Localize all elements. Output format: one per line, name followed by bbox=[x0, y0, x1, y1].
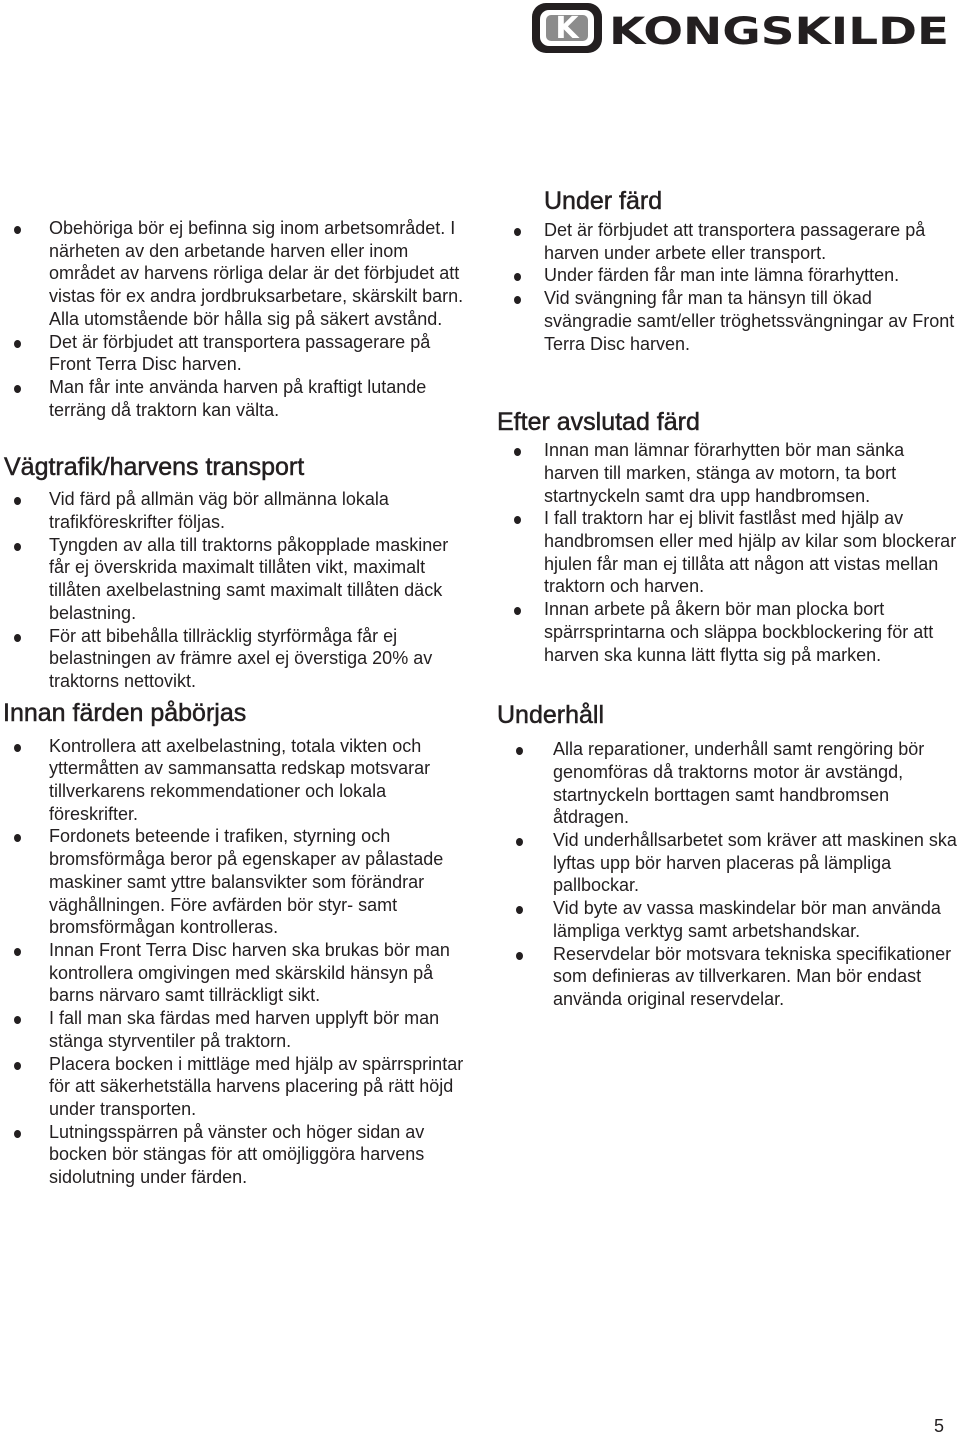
list-item-text: Lutningsspärren på vänster och höger sidan av bocken bör stängas för att omöjliggöra harvens sidolutning under färden. bbox=[49, 1121, 425, 1188]
list-item-text: Vid svängning får man ta hänsyn till ökad svängradie samt/eller tröghetssvängningar av Front Terra Disc harven. bbox=[544, 288, 955, 354]
bullet-icon bbox=[514, 296, 521, 304]
right-column bbox=[497, 186, 957, 1011]
bullet-icon bbox=[14, 226, 21, 234]
list-item-text: Innan man lämnar förarhytten bör man sänka harven till marken, stänga av motorn, ta bort startnyckeln samt dra upp handbromsen. bbox=[544, 440, 905, 506]
during-list bbox=[497, 219, 957, 355]
transport-list bbox=[0, 488, 470, 692]
list-item bbox=[497, 264, 957, 287]
list-item bbox=[0, 1053, 470, 1121]
bullet-icon bbox=[14, 1016, 21, 1024]
list-item-text: Man får inte använda harven på kraftigt lutande terräng då traktorn kan välta. bbox=[49, 376, 427, 420]
before-list bbox=[0, 735, 470, 1189]
maintenance-list bbox=[497, 738, 957, 1010]
list-item bbox=[497, 897, 957, 942]
list-item-text: Innan Front Terra Disc harven ska brukas bör man kontrollera omgivingen med skärskild hänsyn på barns närvaro samt tillräckligt sikt. bbox=[49, 939, 450, 1006]
before-section bbox=[0, 698, 470, 1189]
list-item bbox=[497, 507, 957, 598]
bullet-icon bbox=[14, 543, 21, 551]
list-item bbox=[497, 943, 957, 1011]
list-item-text: I fall traktorn har ej blivit fastlåst med hjälp av handbromsen eller med hjälp av kilar som blockerar hjulen får man ej tillåta att någon att vistas mellan traktorn och harven. bbox=[544, 508, 957, 597]
before-heading: Innan färden påbörjas bbox=[3, 698, 247, 727]
list-item bbox=[0, 376, 470, 421]
list-item bbox=[0, 534, 470, 625]
list-item-text: Under färden får man inte lämna förarhytten. bbox=[544, 265, 900, 286]
list-item bbox=[497, 439, 957, 507]
list-item-text: Det är förbjudet att transportera passagerare på harven under arbete eller transport. bbox=[544, 220, 926, 263]
after-heading: Efter avslutad färd bbox=[497, 408, 700, 437]
list-item-text: Vid underhållsarbetet som kräver att maskinen ska lyftas upp bör harven placeras på lämpliga pallbockar. bbox=[553, 830, 957, 896]
transport-heading: Vägtrafik/harvens transport bbox=[4, 453, 305, 482]
during-section bbox=[497, 186, 957, 355]
bullet-icon bbox=[14, 385, 21, 393]
list-item-text: Vid byte av vassa maskindelar bör man använda lämpliga verktyg samt arbetshandskar. bbox=[553, 898, 941, 941]
kongskilde-logo bbox=[531, 2, 951, 54]
list-item-text: Det är förbjudet att transportera passagerare på Front Terra Disc harven. bbox=[49, 331, 431, 375]
maintenance-section bbox=[497, 700, 957, 1010]
bullet-icon bbox=[14, 744, 21, 752]
list-item bbox=[0, 939, 470, 1007]
list-item-text: Kontrollera att axelbelastning, totala vikten och yttermåtten av sammansatta redskap motsvarar tillverkarens rekommendationer och lokala föreskrifter. bbox=[49, 735, 431, 824]
list-item bbox=[497, 829, 957, 897]
list-item-text: Reservdelar bör motsvara tekniska specifikationer som definieras av tillverkaren. Man bör endast använda original reservdelar. bbox=[553, 943, 952, 1009]
list-item-text: Vid färd på allmän väg bör allmänna lokala trafikföreskrifter följas. bbox=[49, 489, 389, 533]
list-item-text: Alla reparationer, underhåll samt rengöring bör genomföras då traktorns motor är avstängd, startnyckeln borttagen samt handbromsen åtdragen. bbox=[553, 739, 925, 828]
list-item bbox=[497, 287, 957, 355]
bullet-icon bbox=[14, 340, 21, 348]
list-item-text: I fall man ska färdas med harven upplyft bör man stänga styrventiler på traktorn. bbox=[49, 1008, 440, 1051]
bullet-icon bbox=[514, 516, 521, 524]
list-item-text: Innan arbete på åkern bör man plocka bort spärrsprintarna och släppa bockblockering för att harven ska kunna lätt flytta sig på marken. bbox=[544, 599, 934, 665]
bullet-icon bbox=[14, 634, 21, 642]
list-item bbox=[497, 738, 957, 829]
svg-text:KONGSKILDE: KONGSKILDE bbox=[609, 10, 949, 53]
bullet-icon bbox=[14, 948, 21, 956]
bullet-icon bbox=[14, 1062, 21, 1070]
after-list bbox=[497, 439, 957, 666]
list-item bbox=[0, 735, 470, 826]
list-item bbox=[0, 1007, 470, 1052]
after-section bbox=[497, 407, 957, 666]
bullet-icon bbox=[514, 448, 521, 456]
list-item bbox=[0, 331, 470, 376]
list-item-text: Obehöriga bör ej befinna sig inom arbetsområdet. I närheten av den arbetande harven eller inom området av harvens rörliga delar är det förbjudet att vistas för ex andra jordbruksarbetare, skärskilt barn. Alla utomstående bör hålla sig på säkert avstånd. bbox=[49, 218, 464, 329]
list-item bbox=[497, 219, 957, 264]
bullet-icon bbox=[514, 228, 521, 236]
list-item bbox=[497, 598, 957, 666]
bullet-icon bbox=[516, 838, 523, 846]
list-item-text: För att bibehålla tillräcklig styrförmåga får ej belastningen av främre axel ej överstiga 20% av traktorns nettovikt. bbox=[49, 625, 433, 691]
bullet-icon bbox=[516, 747, 523, 755]
list-item bbox=[0, 825, 470, 939]
bullet-icon bbox=[514, 273, 521, 281]
list-item bbox=[0, 625, 470, 693]
list-item bbox=[0, 1121, 470, 1189]
bullet-icon bbox=[516, 906, 523, 914]
bullet-icon bbox=[514, 607, 521, 615]
svg-text:K: K bbox=[555, 11, 579, 46]
bullet-icon bbox=[14, 1130, 21, 1138]
bullet-icon bbox=[14, 834, 21, 842]
during-heading: Under färd bbox=[544, 187, 663, 215]
left-column bbox=[0, 217, 470, 1189]
bullet-icon bbox=[516, 952, 523, 960]
intro-list bbox=[0, 217, 470, 421]
page-number: 5 bbox=[933, 1416, 944, 1433]
list-item bbox=[0, 217, 470, 331]
bullet-icon bbox=[14, 497, 21, 505]
list-item-text: Placera bocken i mittläge med hjälp av spärrsprintar för att säkerhetställa harvens placering på rätt höjd under transporten. bbox=[49, 1053, 464, 1119]
list-item-text: Fordonets beteende i trafiken, styrning och bromsförmåga beror på egenskaper av pålastade maskiner samt yttre balansvikter som förändrar väghållningen. Före avfärden bör styr- samt bromsförmågan kontrolleras. bbox=[49, 826, 444, 938]
transport-section bbox=[0, 452, 470, 692]
list-item-text: Tyngden av alla till traktorns påkopplade maskiner får ej överskrida maximalt tillåten vikt, maximalt tillåten axelbelastning samt maximalt tillåten däck belastning. bbox=[49, 534, 449, 623]
maintenance-heading: Underhåll bbox=[497, 701, 605, 730]
list-item bbox=[0, 488, 470, 533]
